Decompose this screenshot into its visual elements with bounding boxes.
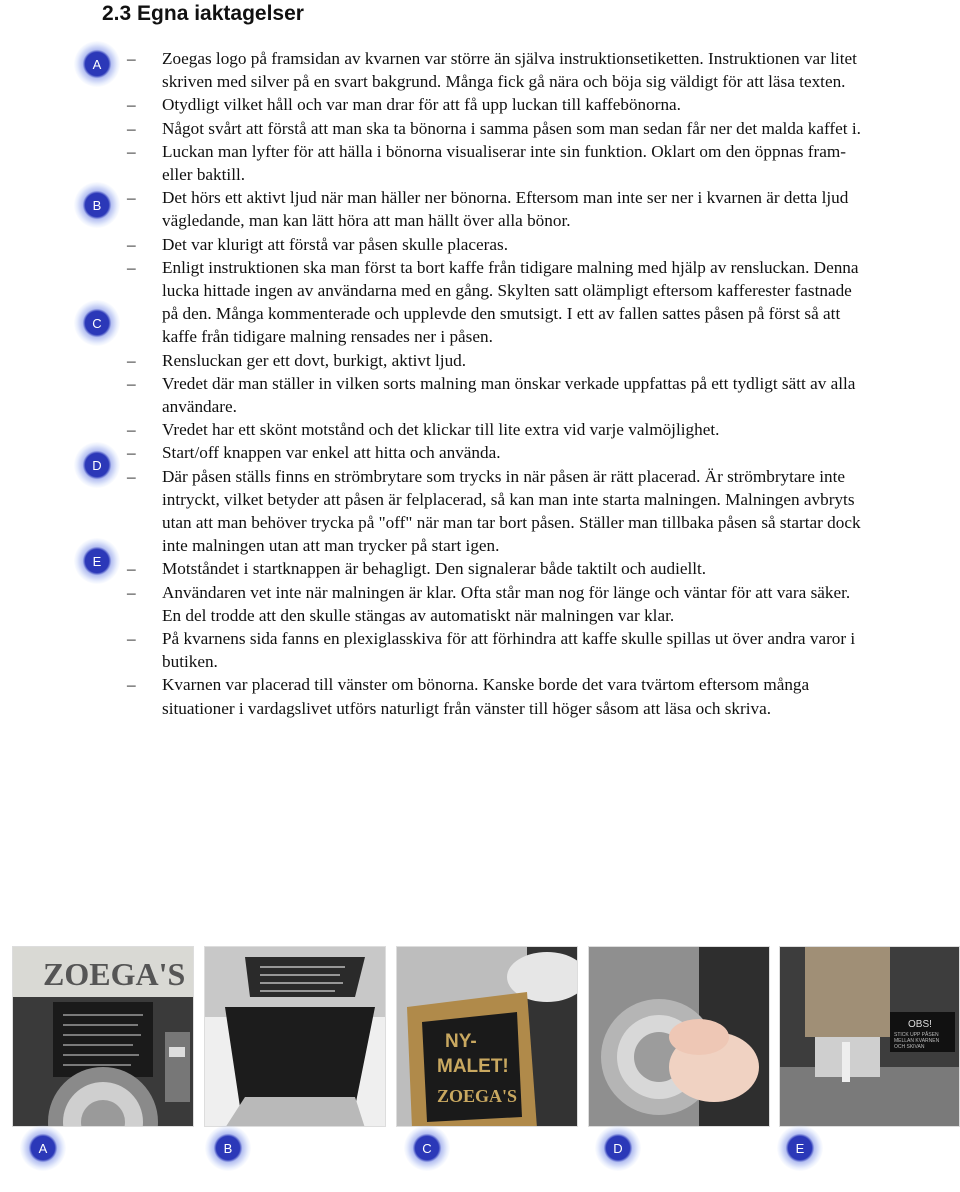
marker-label: C: [92, 315, 102, 331]
observation-text: Enligt instruktionen ska man först ta bort kaffe från tidigare malning med hjälp av rensluckan. Denna lucka hittade ingen av användarna med en gång. Skylten satt olämpligt eftersom kafferester fastnade på den. Många kommenterade och upplevde den smutsigt. I ett av fallen sattes påsen på först så att kaffe från tidigare malning rensades ner i påsen.: [162, 257, 859, 347]
dash-bullet: –: [127, 95, 136, 115]
marker-label: C: [422, 1140, 432, 1156]
marker-label: A: [38, 1140, 48, 1156]
sign-line2: MELLAN KVARNEN: [894, 1038, 940, 1044]
observation-text: På kvarnens sida fanns en plexiglasskiva för att förhindra att kaffe skulle spillas ut över andra varor i butiken.: [162, 629, 856, 672]
coffee-bag-image: [397, 947, 578, 1127]
observation-text: Zoegas logo på framsidan av kvarnen var större än själva instruktionsetiketten. Instruktionen var litet skriven med silver på en svart bakgrund. Många fick gå nära och böja sig väldigt för att läsa texten.: [162, 49, 857, 92]
list-item: [127, 349, 867, 372]
dash-bullet: –: [127, 629, 136, 649]
marker-a: [74, 41, 120, 87]
photo-e: [779, 946, 960, 1127]
dash-bullet: –: [127, 582, 136, 602]
list-item: [127, 47, 867, 93]
list-item: [127, 372, 867, 418]
marker-label: E: [92, 553, 102, 569]
observation-text: Vredet där man ställer in vilken sorts malning man önskar verkade uppfattas på ett tydligt sätt av alla användare.: [162, 373, 856, 417]
bean-hatch-image: [205, 947, 386, 1127]
bag-label-line3: ZOEGA'S: [437, 1086, 518, 1106]
photo-a: [12, 946, 194, 1127]
marker-label: D: [92, 457, 102, 473]
marker-label: D: [613, 1140, 623, 1156]
observation-text: Rensluckan ger ett dovt, burkigt, aktivt ljud.: [162, 350, 467, 370]
list-item: [127, 627, 867, 673]
list-item: [127, 673, 867, 719]
dash-bullet: –: [127, 420, 136, 440]
photo-strip: [12, 946, 960, 1127]
observation-list: [127, 47, 867, 720]
dash-bullet: –: [127, 443, 136, 463]
marker-b: [74, 182, 120, 228]
list-item: [127, 117, 867, 140]
bag-switch-image: [780, 947, 960, 1127]
dash-bullet: –: [127, 350, 136, 370]
observation-text: Det hörs ett aktivt ljud när man häller ner bönorna. Eftersom man inte ser ner i kvarnen är detta ljud vägledande, man kan lätt höra att man hällt över alla bönor.: [162, 188, 849, 231]
bag-label-line2: MALET!: [437, 1056, 509, 1077]
dash-bullet: –: [127, 118, 136, 138]
photo-marker-b: [205, 1125, 251, 1171]
observation-text: Där påsen ställs finns en strömbrytare som trycks in när påsen är rätt placerad. Är strömbrytare inte intryckt, vilket betyder att påsen är felplacerad, så kan man inte starta malningen. Malningen avbryts utan att man behöver trycka på "off" när man tar bort påsen. Ställer man tillbaka påsen så startar dock inte malningen utan att man trycker på start igen.: [162, 466, 861, 556]
observation-text: Motståndet i startknappen är behagligt. Den signalerar både taktilt och audiellt.: [162, 559, 707, 579]
observation-text: Kvarnen var placerad till vänster om bönorna. Kanske borde det vara tvärtom eftersom många situationer i vardagslivet utförs naturligt från vänster till höger såsom att läsa och skriva.: [162, 675, 810, 718]
photo-b: [204, 946, 386, 1127]
list-item: [127, 418, 867, 441]
marker-d: [74, 442, 120, 488]
marker-e: [74, 538, 120, 584]
list-item: [127, 186, 867, 232]
list-item: [127, 256, 867, 349]
photo-d: [588, 946, 770, 1127]
photo-marker-a: [20, 1125, 66, 1171]
dash-bullet: –: [127, 257, 136, 277]
observation-text: Start/off knappen var enkel att hitta och använda.: [162, 443, 501, 463]
observation-text: Det var klurigt att förstå var påsen skulle placeras.: [162, 234, 509, 254]
dash-bullet: –: [127, 675, 136, 695]
dash-bullet: –: [127, 188, 136, 208]
sign-title: OBS!: [908, 1019, 932, 1030]
list-item: [127, 441, 867, 464]
grinder-front-image: [13, 947, 194, 1127]
marker-label: A: [92, 56, 102, 72]
dash-bullet: –: [127, 234, 136, 254]
grind-knob-image: [589, 947, 770, 1127]
photo-logo-text: ZOEGA'S: [43, 956, 186, 992]
photo-marker-e: [777, 1125, 823, 1171]
bag-label-line1: NY-: [445, 1031, 477, 1052]
list-item: [127, 233, 867, 256]
list-item: [127, 465, 867, 558]
section-heading: 2.3 Egna iaktagelser: [102, 2, 304, 25]
observation-text: Otydligt vilket håll och var man drar för att få upp luckan till kaffebönorna.: [162, 95, 681, 115]
observation-text: Luckan man lyfter för att hälla i bönorna visualiserar inte sin funktion. Oklart om den öppnas fram- eller baktill.: [162, 141, 846, 185]
marker-label: B: [92, 197, 102, 213]
photo-c: [396, 946, 578, 1127]
dash-bullet: –: [127, 141, 136, 161]
list-item: [127, 140, 867, 186]
list-item: [127, 93, 867, 116]
dash-bullet: –: [127, 49, 136, 68]
observation-text: Något svårt att förstå att man ska ta bönorna i samma påsen som man sedan får ner det malda kaffet i.: [162, 118, 861, 138]
marker-label: E: [795, 1140, 805, 1156]
dash-bullet: –: [127, 559, 136, 579]
sign-line3: OCH SKIVAN: [894, 1044, 925, 1050]
marker-c: [74, 300, 120, 346]
observation-text: Vredet har ett skönt motstånd och det klickar till lite extra vid varje valmöjlighet.: [162, 420, 720, 440]
list-item: [127, 557, 867, 580]
dash-bullet: –: [127, 466, 136, 486]
marker-label: B: [223, 1140, 233, 1156]
observation-text: Användaren vet inte när malningen är klar. Ofta står man nog för länge och väntar för att vara säker. En del trodde att den skulle stängas av automatiskt när malningen var klar.: [162, 582, 851, 625]
photo-marker-c: [404, 1125, 450, 1171]
sign-line1: STICK UPP PÅSEN: [894, 1032, 939, 1038]
dash-bullet: –: [127, 373, 136, 393]
list-item: [127, 581, 867, 627]
photo-marker-d: [595, 1125, 641, 1171]
